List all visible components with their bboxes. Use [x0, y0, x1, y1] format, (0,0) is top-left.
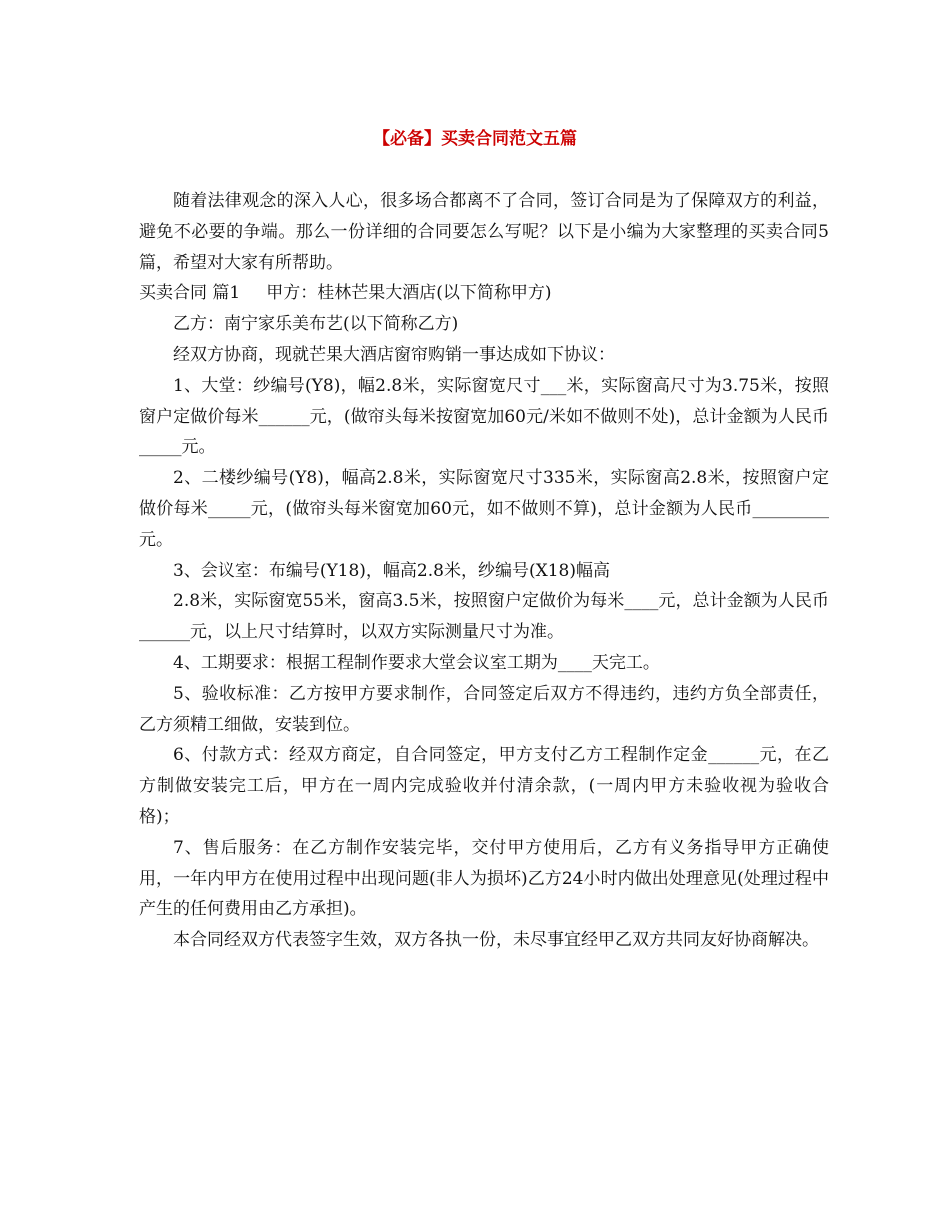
paragraph-agreement: 经双方协商，现就芒果大酒店窗帘购销一事达成如下协议： [173, 344, 615, 365]
paragraph-item-3: 3、会议室：布编号(Y18)，幅高2.8米，纱编号(X18)幅高 [173, 560, 610, 581]
section-label: 买卖合同 篇1 [139, 283, 241, 304]
paragraph-intro: 随着法律观念的深入人心，很多场合都离不了合同，签订合同是为了保障双方的利益，避免不必要的争端。那么一份详细的合同要怎么写呢？以下是小编为大家整理的买卖合同5篇，希望对大家有所帮助。 [139, 191, 829, 273]
paragraph-heading-line [139, 278, 829, 309]
paragraph-party-b: 乙方：南宁家乐美布艺(以下简称乙方) [173, 314, 459, 335]
paragraph-closing: 本合同经双方代表签字生效，双方各执一份，未尽事宜经甲乙双方共同友好协商解决。 [173, 930, 819, 951]
party-a-text: 甲方：桂林芒果大酒店(以下简称甲方) [266, 283, 552, 304]
paragraph-item-5: 5、验收标准：乙方按甲方要求制作，合同签定后双方不得违约，违约方负全部责任，乙方须精工细做，安装到位。 [139, 683, 829, 735]
document-title: 【必备】买卖合同范文五篇 [373, 129, 577, 149]
paragraph-item-1: 1、大堂：纱编号(Y8)，幅2.8米，实际窗宽尺寸___米，实际窗高尺寸为3.75米，按照窗户定做价每米______元，(做帘头每米按窗宽加60元/米如不做则不处)，总计金额为人民币_____元。 [139, 375, 829, 458]
paragraph-item-7: 7、售后服务：在乙方制作安装完毕，交付甲方使用后，乙方有义务指导甲方正确使用，一年内甲方在使用过程中出现问题(非人为损坏)乙方24小时内做出处理意见(处理过程中产生的任何费用由乙方承担)。 [139, 837, 829, 920]
document-body [139, 186, 829, 956]
paragraph-item-6: 6、付款方式：经双方商定，自合同签定，甲方支付乙方工程制作定金______元，在乙方制做安装完工后，甲方在一周内完成验收并付清余款，(一周内甲方未验收视为验收合格)； [139, 745, 829, 827]
paragraph-item-4: 4、工期要求：根据工程制作要求大堂会议室工期为____天完工。 [173, 652, 660, 673]
paragraph-item-3b: 2.8米，实际窗宽55米，窗高3.5米，按照窗户定做价为每米____元，总计金额为人民币______元，以上尺寸结算时，以双方实际测量尺寸为准。 [139, 591, 829, 643]
paragraph-item-2: 2、二楼纱编号(Y8)，幅高2.8米，实际窗宽尺寸335米，实际窗高2.8米，按照窗户定做价每米_____元，(做帘头每米窗宽加60元，如不做则不算)，总计金额为人民币_________元。 [139, 468, 829, 550]
